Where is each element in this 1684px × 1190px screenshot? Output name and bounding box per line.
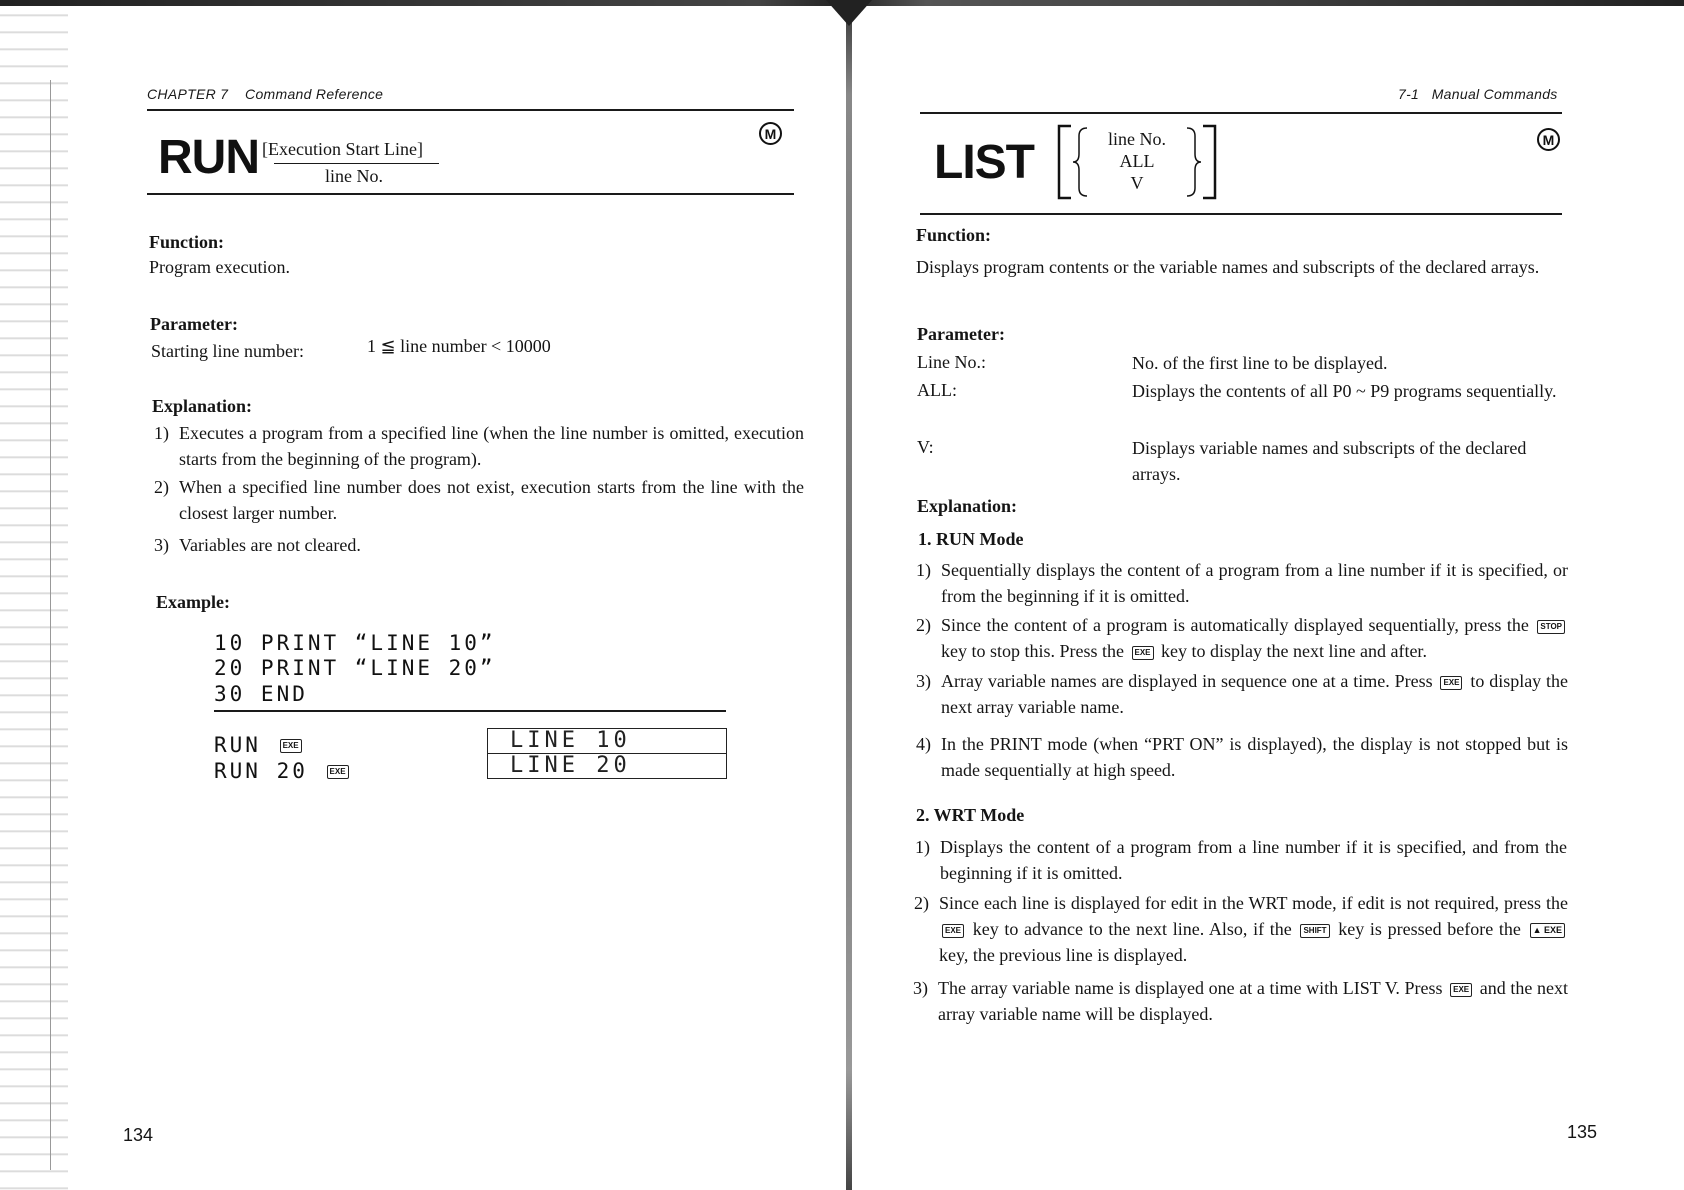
text-part: Since the content of a program is automatically displayed sequentially, press the (941, 615, 1529, 635)
command-text: RUN (214, 733, 261, 757)
option-v: V (1130, 173, 1144, 193)
parameter-label: Starting line number: (151, 341, 304, 361)
syntax-options (1089, 128, 1185, 194)
exe-key-icon: EXE (942, 924, 964, 938)
title-rule-top (920, 112, 1562, 114)
function-heading: Function: (149, 232, 225, 252)
text-part: to display the next array variable name. (941, 671, 1569, 717)
program-line: 30 END (214, 682, 308, 706)
section-title: Manual Commands (1431, 86, 1558, 102)
item-text (941, 612, 1568, 664)
explanation-item (154, 474, 804, 526)
stop-key-icon: STOP (1537, 620, 1565, 634)
explanation-item (916, 557, 1568, 609)
exe-key-icon: EXE (1132, 646, 1154, 660)
explanation-heading: Explanation: (152, 396, 253, 416)
title-rule-bottom (920, 213, 1562, 215)
program-line: 20 PRINT “LINE 20” (214, 656, 496, 680)
item-number: 1) (916, 560, 931, 580)
param-value: Displays variable names and subscripts of the declared arrays. (1132, 438, 1527, 484)
text-part: Since each line is displayed for edit in the WRT mode, if edit is not required, press the (939, 893, 1568, 913)
item-text: In the PRINT mode (when “PRT ON” is displayed), the display is not stopped but is made sequentially at high speed. (941, 734, 1568, 780)
param-label: Line No.: (917, 352, 986, 372)
command-text: RUN 20 (214, 759, 308, 783)
syntax-top: [Execution Start Line] (262, 139, 423, 159)
syntax-bottom: line No. (325, 166, 383, 186)
item-text: Executes a program from a specified line (when the line number is omitted, execution starts from the beginning of the program). (179, 423, 804, 469)
explanation-item (916, 668, 1568, 720)
lcd-row: LINE 20 (510, 753, 631, 778)
chapter-label: CHAPTER 7 (147, 86, 229, 102)
text-part: key, the previous line is displayed. (939, 945, 1188, 965)
outer-right-bracket (1203, 126, 1215, 198)
item-text: Displays the content of a program from a line number if it is specified, and from the beginning if it is omitted. (940, 837, 1567, 883)
explanation-item (154, 532, 804, 558)
param-label: ALL: (917, 380, 957, 400)
section-label: 7-1 (1398, 86, 1420, 102)
command-title: LIST (934, 136, 1034, 189)
text-part: key to display the next line and after. (1161, 641, 1427, 661)
explanation-item (916, 612, 1568, 664)
explanation-item (913, 975, 1568, 1027)
text-part: and the next array variable name will be displayed. (938, 978, 1568, 1024)
item-number: 2) (916, 615, 931, 635)
item-text: When a specified line number does not exist, execution starts from the line with the closest larger number. (179, 477, 804, 523)
text-part: key to stop this. Press the (941, 641, 1124, 661)
item-number: 3) (916, 671, 931, 691)
page-number: 134 (123, 1125, 154, 1145)
example-rule (214, 710, 726, 712)
exe-key-icon: EXE (280, 739, 302, 753)
explanation-heading: Explanation: (917, 496, 1018, 516)
option-line-no: line No. (1108, 129, 1166, 149)
item-text (941, 668, 1568, 720)
item-number: 1) (915, 837, 930, 857)
function-text: Displays program contents or the variable names and subscripts of the declared arrays. (916, 257, 1540, 277)
wrt-mode-heading: 2. WRT Mode (916, 805, 1025, 825)
example-heading: Example: (156, 592, 230, 612)
item-number: 3) (913, 978, 928, 998)
item-text: Sequentially displays the content of a program from a line number if it is specified, or from the beginning if it is omitted. (941, 560, 1568, 606)
run-mode-heading: 1. RUN Mode (918, 529, 1024, 549)
command-line (214, 733, 305, 757)
parameter-value: 1 ≦ line number < 10000 (367, 336, 551, 356)
item-number: 1) (154, 423, 169, 443)
param-value: No. of the first line to be displayed. (1132, 353, 1388, 373)
inner-right-brace (1187, 128, 1201, 196)
explanation-item (914, 890, 1568, 968)
item-text: Variables are not cleared. (179, 535, 361, 555)
shift-key-icon: SHIFT (1300, 924, 1329, 938)
inner-left-brace (1073, 128, 1087, 196)
param-label: V: (917, 437, 934, 457)
item-text (938, 975, 1568, 1027)
lcd-display (487, 728, 727, 779)
text-part: Array variable names are displayed in sequence one at a time. Press (941, 671, 1433, 691)
lcd-row: LINE 10 (488, 729, 726, 754)
explanation-item (916, 731, 1568, 783)
text-part: The array variable name is displayed one at a time with LIST V. Press (938, 978, 1443, 998)
right-page (852, 0, 1684, 1190)
up-exe-key-icon: ▲ EXE (1530, 923, 1565, 938)
param-value: Displays the contents of all P0 ~ P9 programs sequentially. (1132, 381, 1557, 401)
explanation-item (915, 834, 1567, 886)
running-header-left (147, 86, 383, 102)
command-title: RUN (158, 131, 259, 184)
title-rule-top (147, 109, 794, 111)
program-line: 10 PRINT “LINE 10” (214, 631, 496, 655)
option-all: ALL (1119, 151, 1155, 171)
text-part: key to advance to the next line. Also, if the (972, 919, 1292, 939)
item-number: 2) (154, 477, 169, 497)
text-part: key is pressed before the (1338, 919, 1521, 939)
parameter-heading: Parameter: (150, 314, 238, 334)
exe-key-icon: EXE (1440, 676, 1462, 690)
exe-key-icon: EXE (327, 765, 349, 779)
title-rule-bottom (147, 193, 794, 195)
item-number: 4) (916, 734, 931, 754)
item-text (939, 890, 1568, 968)
running-header-right (1398, 86, 1558, 102)
manual-mode-badge: M (759, 122, 782, 145)
page-number: 135 (1567, 1122, 1598, 1142)
explanation-item (154, 420, 804, 472)
chapter-title: Command Reference (245, 86, 384, 102)
function-heading: Function: (916, 225, 992, 245)
parameter-heading: Parameter: (917, 324, 1005, 344)
command-line (214, 759, 352, 783)
item-number: 2) (914, 893, 929, 913)
manual-mode-badge: M (1537, 128, 1560, 151)
item-number: 3) (154, 535, 169, 555)
exe-key-icon: EXE (1450, 983, 1472, 997)
outer-left-bracket (1059, 126, 1071, 198)
function-text: Program execution. (149, 257, 290, 277)
